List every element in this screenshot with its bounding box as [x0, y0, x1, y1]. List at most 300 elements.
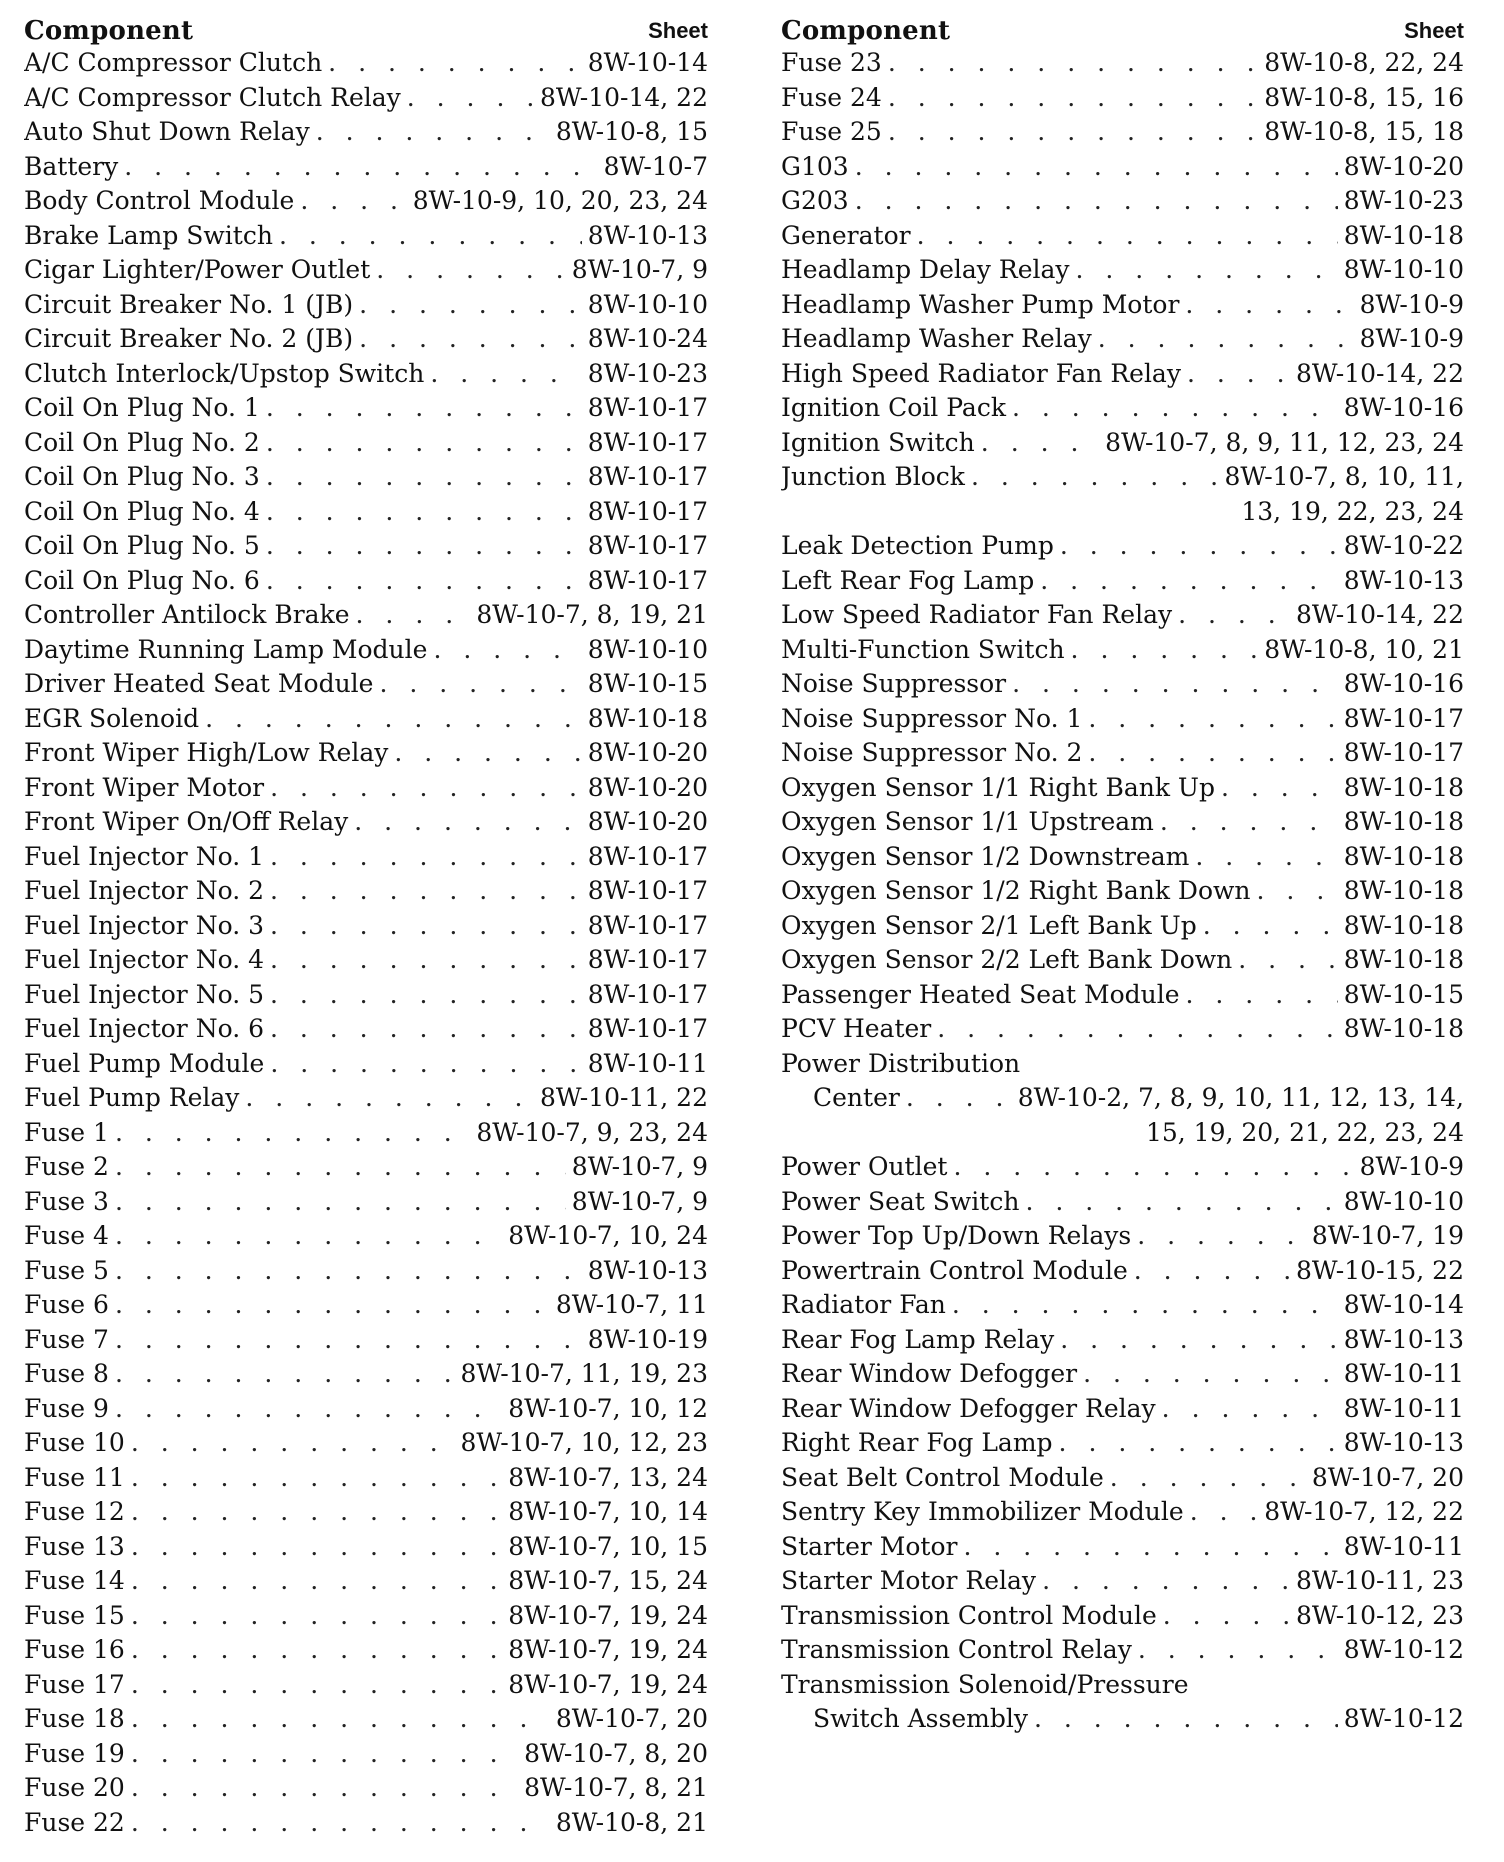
- dot-leader: [407, 81, 534, 116]
- index-entry: [781, 1254, 1464, 1289]
- dot-leader: [266, 460, 582, 495]
- entry-sheet: 8W-10-7, 10, 15: [508, 1531, 708, 1561]
- entry-name: Fuse 17: [24, 1669, 125, 1699]
- dot-leader: [1110, 1461, 1306, 1496]
- entry-name: Noise Suppressor No. 1: [781, 703, 1083, 733]
- dot-leader: [430, 357, 581, 392]
- dot-leader: [115, 1288, 550, 1323]
- dot-leader: [356, 598, 471, 633]
- index-entry: [24, 115, 708, 150]
- entry-sheet: 8W-10-14: [587, 48, 708, 77]
- entry-name: Radiator Fan: [781, 1290, 946, 1319]
- entry-name: High Speed Radiator Fan Relay: [781, 358, 1181, 388]
- dot-leader: [1163, 1599, 1290, 1634]
- entry-sheet: 8W-10-11, 23: [1295, 1566, 1464, 1595]
- index-entry: [24, 495, 708, 530]
- entry-name: A/C Compressor Clutch: [24, 48, 323, 77]
- index-entry: [24, 1254, 708, 1289]
- entry-sheet: 8W-10-8, 15, 16: [1264, 82, 1464, 112]
- index-entry: [781, 564, 1464, 599]
- dot-leader: [1160, 805, 1338, 840]
- entry-name: Fuse 18: [24, 1704, 125, 1733]
- dot-leader: [270, 771, 582, 806]
- dot-leader: [1060, 529, 1338, 564]
- dot-leader: [1162, 1392, 1338, 1427]
- dot-leader: [115, 1254, 582, 1289]
- entry-name: Fuse 11: [24, 1462, 125, 1492]
- entry-name: Coil On Plug No. 2: [24, 427, 260, 457]
- dot-leader: [266, 564, 582, 599]
- dot-leader: [1088, 702, 1337, 737]
- index-entry: [24, 1737, 708, 1772]
- dot-leader: [354, 805, 581, 840]
- entry-name: Fuel Pump Module: [24, 1048, 265, 1078]
- entry-name: Sentry Key Immobilizer Module: [781, 1497, 1184, 1526]
- dot-leader: [131, 1633, 502, 1668]
- index-entry: [781, 1012, 1464, 1047]
- index-entry: [24, 322, 708, 357]
- entry-sheet: 13, 19, 22, 23, 24: [1241, 496, 1464, 526]
- dot-leader: [279, 219, 582, 254]
- index-entry: [24, 1047, 708, 1082]
- dot-leader: [981, 426, 1099, 461]
- index-entry: [781, 219, 1464, 254]
- entry-name: Rear Fog Lamp Relay: [781, 1324, 1055, 1354]
- index-entry: [781, 1633, 1464, 1668]
- dot-leader: [270, 943, 582, 978]
- dot-leader: [131, 1564, 502, 1599]
- entry-sheet: 8W-10-7, 10, 24: [508, 1221, 708, 1250]
- entry-sheet: 8W-10-7, 11, 19, 23: [460, 1359, 708, 1388]
- entry-sheet: 8W-10-17: [587, 979, 708, 1009]
- entry-sheet: 8W-10-2, 7, 8, 9, 10, 11, 12, 13, 14,: [1017, 1083, 1464, 1112]
- dot-leader: [300, 184, 406, 219]
- entry-sheet: 8W-10-7, 9, 23, 24: [476, 1117, 708, 1147]
- index-entry: [781, 1599, 1464, 1634]
- dot-leader: [131, 1530, 502, 1565]
- entry-name: Oxygen Sensor 2/1 Left Bank Up: [781, 910, 1197, 940]
- dot-leader: [115, 1219, 502, 1254]
- dot-leader: [270, 840, 582, 875]
- entry-sheet: 8W-10-7, 8, 21: [524, 1773, 708, 1802]
- dot-leader: [131, 1737, 518, 1772]
- dot-leader: [115, 1185, 566, 1220]
- index-entry: [24, 1530, 708, 1565]
- index-entry: [781, 840, 1464, 875]
- index-entry: [781, 288, 1464, 323]
- dot-leader: [888, 46, 1258, 81]
- header-component: Component: [24, 16, 194, 46]
- index-entry: [781, 81, 1464, 116]
- index-entry: [24, 633, 708, 668]
- entry-name: Clutch Interlock/Upstop Switch: [24, 358, 425, 388]
- entry-sheet: 8W-10-18: [1343, 772, 1464, 802]
- index-entry: [24, 1357, 708, 1392]
- column-header: [24, 12, 708, 46]
- entry-sheet: 8W-10-9, 10, 20, 23, 24: [412, 186, 708, 215]
- entry-name: Passenger Heated Seat Module: [781, 979, 1180, 1009]
- dot-leader: [1088, 736, 1337, 771]
- dot-leader: [379, 667, 581, 702]
- dot-leader: [917, 219, 1338, 254]
- entry-sheet: 8W-10-7, 9: [571, 1152, 708, 1181]
- entry-sheet: 8W-10-7, 9: [571, 1186, 708, 1216]
- dot-leader: [205, 702, 582, 737]
- index-entry: [24, 736, 708, 771]
- dot-leader: [359, 288, 582, 323]
- index-entry: [781, 322, 1464, 357]
- entry-name: Oxygen Sensor 1/2 Downstream: [781, 841, 1190, 871]
- entry-name: Fuse 1: [24, 1117, 109, 1147]
- index-entry: [24, 1288, 708, 1323]
- index-entry: [24, 426, 708, 461]
- entry-sheet: 8W-10-18: [587, 703, 708, 733]
- dot-leader: [1257, 874, 1338, 909]
- index-entry: [24, 840, 708, 875]
- entry-name: Fuse 12: [24, 1497, 125, 1526]
- entry-name: Generator: [781, 220, 911, 250]
- entry-name: Center: [813, 1083, 900, 1112]
- entry-name: Fuel Injector No. 5: [24, 979, 264, 1009]
- dot-leader: [1195, 840, 1337, 875]
- dot-leader: [270, 909, 582, 944]
- entry-sheet: 8W-10-18: [1343, 910, 1464, 940]
- entry-name: Power Outlet: [781, 1152, 948, 1181]
- index-entry: [781, 529, 1464, 564]
- entry-name: Coil On Plug No. 4: [24, 496, 260, 526]
- entry-sheet: 8W-10-8, 15: [555, 117, 708, 146]
- entry-sheet: 8W-10-17: [587, 496, 708, 526]
- dot-leader: [1012, 667, 1338, 702]
- index-entry: [781, 874, 1464, 909]
- entry-sheet: 8W-10-10: [1343, 255, 1464, 284]
- index-entry: [781, 1530, 1464, 1565]
- entry-name: Fuse 9: [24, 1393, 109, 1423]
- dot-leader: [1187, 357, 1290, 392]
- entry-sheet: 8W-10-17: [587, 1014, 708, 1043]
- entry-sheet: 8W-10-18: [1343, 220, 1464, 250]
- entry-sheet: 8W-10-10: [587, 634, 708, 664]
- entry-sheet: 8W-10-13: [587, 1255, 708, 1285]
- entry-sheet: 8W-10-16: [1343, 393, 1464, 422]
- entry-sheet: 8W-10-18: [1343, 945, 1464, 974]
- index-entry: [24, 184, 708, 219]
- index-entry: [781, 115, 1464, 150]
- entry-sheet: 8W-10-17: [1343, 703, 1464, 733]
- entry-sheet: 8W-10-20: [587, 772, 708, 802]
- index-entry: [24, 460, 708, 495]
- index-entry: [781, 667, 1464, 702]
- index-entry: [781, 1426, 1464, 1461]
- index-entry: [24, 1633, 708, 1668]
- index-entry: [24, 1323, 708, 1358]
- entry-name: Fuel Injector No. 6: [24, 1014, 264, 1043]
- index-entry: [781, 633, 1464, 668]
- index-entry: [24, 288, 708, 323]
- entry-name: Fuse 5: [24, 1255, 109, 1285]
- entry-sheet: 8W-10-17: [1343, 738, 1464, 767]
- index-entry: [24, 1392, 708, 1427]
- entry-sheet: 8W-10-17: [587, 565, 708, 595]
- entry-sheet: 8W-10-7, 12, 22: [1264, 1497, 1464, 1526]
- entry-sheet: 8W-10-7: [603, 151, 708, 181]
- dot-leader: [131, 1495, 502, 1530]
- index-entry: [24, 1081, 708, 1116]
- index-entry: [24, 1771, 708, 1806]
- index-entry-continuation: [781, 1116, 1464, 1151]
- dot-leader: [1098, 322, 1354, 357]
- entry-name: Fuse 15: [24, 1600, 125, 1630]
- entry-sheet: 8W-10-7, 20: [555, 1704, 708, 1733]
- entry-name: Front Wiper On/Off Relay: [24, 807, 349, 836]
- index-entry: [24, 1116, 708, 1151]
- entry-sheet: 8W-10-11: [1343, 1393, 1464, 1423]
- entry-name: Fuse 24: [781, 82, 882, 112]
- index-entry: [24, 529, 708, 564]
- entry-name: Coil On Plug No. 5: [24, 531, 260, 560]
- entry-name: Fuel Injector No. 1: [24, 841, 264, 871]
- index-entry: [781, 460, 1464, 495]
- index-entry: [24, 1150, 708, 1185]
- index-rows: [24, 46, 708, 1840]
- entry-name: Fuse 23: [781, 48, 882, 77]
- entry-name: Coil On Plug No. 1: [24, 393, 260, 422]
- entry-sheet: 8W-10-14, 22: [1295, 358, 1464, 388]
- dot-leader: [1138, 1633, 1338, 1668]
- dot-leader: [1012, 391, 1338, 426]
- entry-name: Fuel Injector No. 4: [24, 945, 264, 974]
- entry-name: EGR Solenoid: [24, 703, 200, 733]
- entry-sheet: 8W-10-13: [1343, 1428, 1464, 1457]
- entry-sheet: 8W-10-7, 19, 24: [508, 1600, 708, 1630]
- index-entry: [781, 1081, 1464, 1116]
- index-entry: [781, 1668, 1464, 1703]
- dot-leader: [131, 1806, 550, 1841]
- dot-leader: [245, 1081, 534, 1116]
- index-rows: [781, 46, 1464, 1737]
- index-entry: [781, 1288, 1464, 1323]
- dot-leader: [937, 1012, 1337, 1047]
- entry-sheet: 8W-10-8, 15, 18: [1264, 117, 1464, 146]
- dot-leader: [1190, 1495, 1258, 1530]
- entry-sheet: 8W-10-8, 21: [555, 1807, 708, 1837]
- entry-sheet: 8W-10-13: [1343, 565, 1464, 595]
- entry-name: Transmission Control Relay: [781, 1635, 1132, 1664]
- index-entry: [781, 1495, 1464, 1530]
- entry-name: Fuse 25: [781, 117, 882, 146]
- index-entry: [24, 1599, 708, 1634]
- entry-sheet: 8W-10-7, 15, 24: [508, 1566, 708, 1595]
- entry-sheet: 8W-10-12: [1343, 1635, 1464, 1664]
- entry-sheet: 8W-10-11: [587, 1048, 708, 1078]
- index-entry: [781, 771, 1464, 806]
- entry-sheet: 8W-10-15: [1343, 979, 1464, 1009]
- entry-name: Multi-Function Switch: [781, 634, 1065, 664]
- entry-sheet: 8W-10-11, 22: [539, 1083, 708, 1112]
- entry-sheet: 15, 19, 20, 21, 22, 23, 24: [1145, 1117, 1464, 1147]
- entry-name: Circuit Breaker No. 1 (JB): [24, 289, 354, 319]
- index-entry: [781, 943, 1464, 978]
- index-entry: [24, 1426, 708, 1461]
- dot-leader: [131, 1668, 502, 1703]
- entry-name: Headlamp Delay Relay: [781, 255, 1070, 284]
- entry-sheet: 8W-10-17: [587, 427, 708, 457]
- index-entry: [781, 736, 1464, 771]
- entry-sheet: 8W-10-7, 10, 14: [508, 1497, 708, 1526]
- dot-leader: [1185, 288, 1353, 323]
- entry-sheet: 8W-10-7, 10, 12, 23: [460, 1428, 708, 1457]
- dot-leader: [359, 322, 582, 357]
- index-entry: [24, 46, 708, 81]
- entry-name: Leak Detection Pump: [781, 531, 1054, 560]
- index-entry: [24, 1012, 708, 1047]
- entry-sheet: 8W-10-15, 22: [1295, 1255, 1464, 1285]
- dot-leader: [115, 1357, 455, 1392]
- dot-leader: [270, 1012, 582, 1047]
- index-entry: [24, 253, 708, 288]
- dot-leader: [131, 1771, 518, 1806]
- index-entry: [781, 1150, 1464, 1185]
- entry-sheet: 8W-10-18: [1343, 876, 1464, 905]
- entry-name: Fuse 4: [24, 1221, 109, 1250]
- entry-name: Power Seat Switch: [781, 1186, 1020, 1216]
- entry-name: Body Control Module: [24, 186, 295, 215]
- index-entry: [24, 874, 708, 909]
- entry-sheet: 8W-10-18: [1343, 807, 1464, 836]
- entry-name: Ignition Switch: [781, 427, 975, 457]
- dot-leader: [971, 460, 1219, 495]
- column-header: [781, 12, 1464, 46]
- dot-leader: [1076, 253, 1338, 288]
- entry-sheet: 8W-10-7, 8, 10, 11,: [1224, 462, 1464, 491]
- dot-leader: [1059, 1426, 1338, 1461]
- index-entry: [24, 1495, 708, 1530]
- index-entry: [781, 598, 1464, 633]
- index-entry: [781, 1357, 1464, 1392]
- dot-leader: [266, 495, 582, 530]
- entry-name: Seat Belt Control Module: [781, 1462, 1104, 1492]
- dot-leader: [394, 736, 581, 771]
- entry-name: Fuse 13: [24, 1531, 125, 1561]
- entry-sheet: 8W-10-16: [1343, 669, 1464, 698]
- entry-name: Starter Motor Relay: [781, 1566, 1037, 1595]
- entry-name: Fuse 19: [24, 1738, 125, 1768]
- header-component: Component: [781, 16, 951, 46]
- dot-leader: [952, 1288, 1338, 1323]
- entry-name: Daytime Running Lamp Module: [24, 634, 428, 664]
- dot-leader: [1025, 1185, 1337, 1220]
- entry-name: Noise Suppressor: [781, 669, 1007, 698]
- dot-leader: [1034, 1702, 1338, 1737]
- index-entry: [781, 46, 1464, 81]
- index-entry: [781, 805, 1464, 840]
- dot-leader: [115, 1150, 566, 1185]
- entry-name: Brake Lamp Switch: [24, 220, 273, 250]
- dot-leader: [888, 81, 1258, 116]
- entry-name: Auto Shut Down Relay: [24, 117, 310, 146]
- dot-leader: [270, 1047, 581, 1082]
- entry-name: Front Wiper High/Low Relay: [24, 738, 389, 767]
- dot-leader: [855, 150, 1338, 185]
- index-entry: [781, 357, 1464, 392]
- entry-sheet: 8W-10-8, 22, 24: [1264, 48, 1464, 77]
- entry-name: A/C Compressor Clutch Relay: [24, 82, 401, 112]
- dot-leader: [266, 529, 582, 564]
- entry-sheet: 8W-10-7, 19, 24: [508, 1635, 708, 1664]
- entry-sheet: 8W-10-7, 8, 9, 11, 12, 23, 24: [1105, 427, 1464, 457]
- entry-name: Junction Block: [781, 462, 965, 491]
- index-entry: [24, 909, 708, 944]
- entry-sheet: 8W-10-22: [1343, 531, 1464, 560]
- dot-leader: [1178, 598, 1290, 633]
- entry-name: Coil On Plug No. 3: [24, 462, 260, 491]
- entry-sheet: 8W-10-9: [1359, 289, 1464, 319]
- entry-sheet: 8W-10-17: [587, 876, 708, 905]
- dot-leader: [1042, 1564, 1290, 1599]
- index-entry: [24, 1564, 708, 1599]
- entry-sheet: 8W-10-20: [587, 807, 708, 836]
- index-entry-continuation: [781, 495, 1464, 530]
- index-column-right: [781, 12, 1464, 1852]
- dot-leader: [1221, 771, 1338, 806]
- entry-name: Fuse 2: [24, 1152, 109, 1181]
- entry-name: Transmission Solenoid/Pressure: [781, 1669, 1189, 1699]
- index-entry: [24, 805, 708, 840]
- index-entry: [24, 1185, 708, 1220]
- index-entry: [24, 1461, 708, 1496]
- index-entry: [781, 1047, 1464, 1082]
- entry-sheet: 8W-10-17: [587, 393, 708, 422]
- entry-sheet: 8W-10-8, 10, 21: [1264, 634, 1464, 664]
- dot-leader: [131, 1599, 502, 1634]
- entry-sheet: 8W-10-23: [587, 358, 708, 388]
- dot-leader: [1186, 978, 1338, 1013]
- entry-sheet: 8W-10-20: [587, 738, 708, 767]
- entry-name: Fuel Injector No. 3: [24, 910, 264, 940]
- index-entry: [781, 1461, 1464, 1496]
- entry-sheet: 8W-10-18: [1343, 1014, 1464, 1043]
- index-entry: [24, 219, 708, 254]
- entry-sheet: 8W-10-23: [1343, 186, 1464, 215]
- dot-leader: [131, 1461, 502, 1496]
- entry-name: Controller Antilock Brake: [24, 600, 350, 629]
- dot-leader: [270, 978, 582, 1013]
- entry-sheet: 8W-10-12, 23: [1295, 1600, 1464, 1630]
- dot-leader: [131, 1702, 550, 1737]
- entry-name: Power Top Up/Down Relays: [781, 1221, 1132, 1250]
- entry-sheet: 8W-10-11: [1343, 1359, 1464, 1388]
- index-entry: [781, 184, 1464, 219]
- entry-sheet: 8W-10-7, 20: [1311, 1462, 1464, 1492]
- entry-sheet: 8W-10-17: [587, 945, 708, 974]
- entry-name: Fuse 7: [24, 1324, 109, 1354]
- entry-name: Fuel Pump Relay: [24, 1083, 240, 1112]
- index-entry: [781, 1185, 1464, 1220]
- entry-name: Right Rear Fog Lamp: [781, 1428, 1053, 1457]
- dot-leader: [1238, 943, 1337, 978]
- index-entry: [24, 1702, 708, 1737]
- entry-name: Oxygen Sensor 1/1 Right Bank Up: [781, 772, 1216, 802]
- entry-sheet: 8W-10-17: [587, 841, 708, 871]
- entry-name: Low Speed Radiator Fan Relay: [781, 600, 1173, 629]
- index-entry: [781, 1392, 1464, 1427]
- dot-leader: [115, 1323, 582, 1358]
- entry-sheet: 8W-10-7, 8, 19, 21: [476, 600, 708, 629]
- entry-sheet: 8W-10-7, 19: [1311, 1221, 1464, 1250]
- index-entry: [781, 426, 1464, 461]
- entry-sheet: 8W-10-7, 8, 20: [524, 1738, 708, 1768]
- entry-name: Oxygen Sensor 2/2 Left Bank Down: [781, 945, 1233, 974]
